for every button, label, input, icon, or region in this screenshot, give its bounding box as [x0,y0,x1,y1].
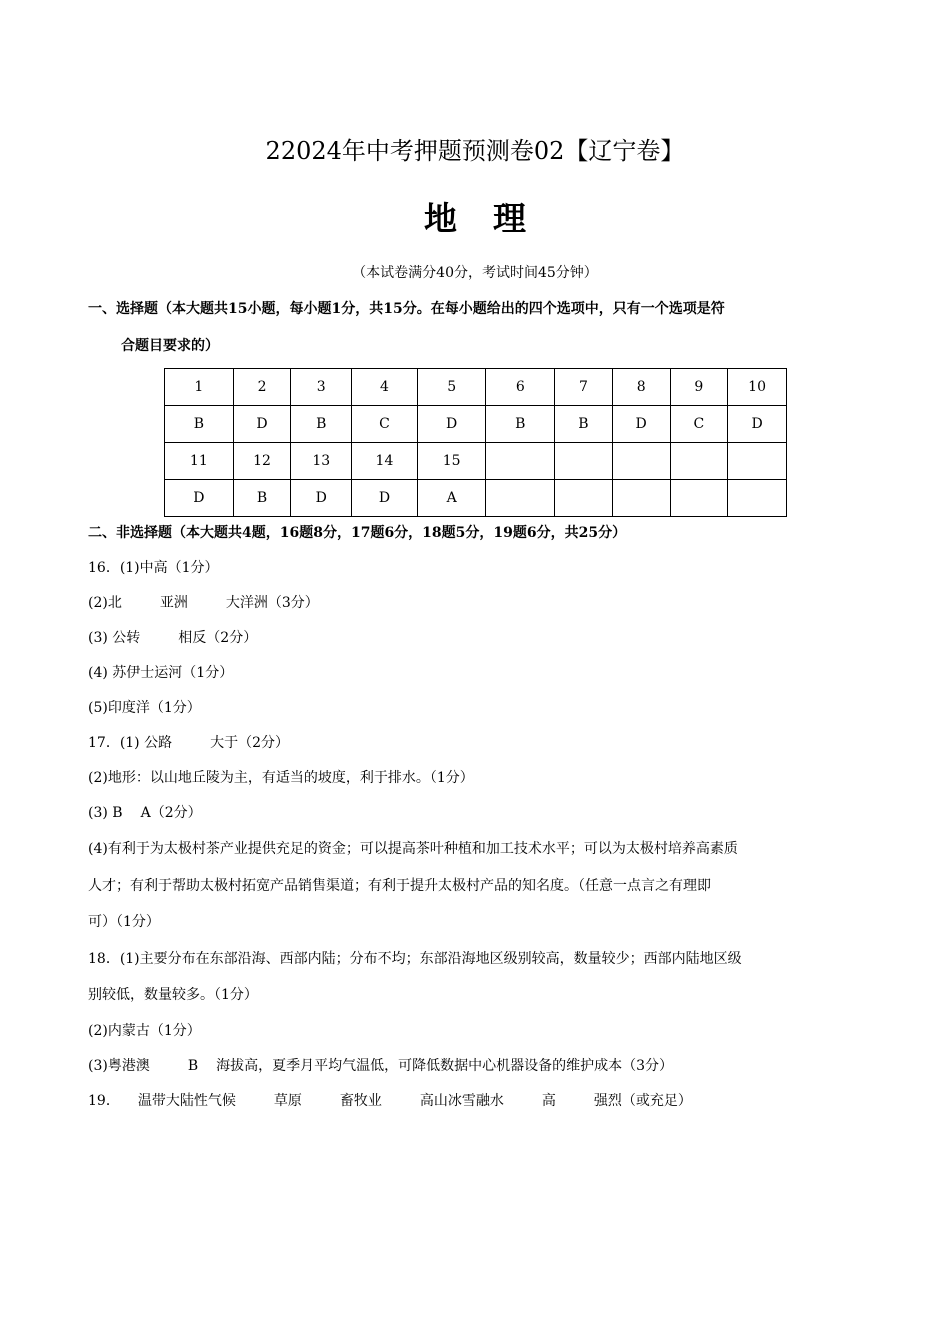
section1-heading: 一、选择题（本大题共15小题，每小题1分，共15分。在每小题给出的四个选项中，只有一个选项是符 [88,301,725,317]
table-cell: D [728,406,787,443]
table-row [165,369,787,406]
table-cell: 8 [612,369,670,406]
q18-line2: 别较低，数量较多。（1分） [88,987,258,1003]
table-cell: A [417,480,486,517]
table-cell: B [291,406,352,443]
answer-text: 温带大陆性气候 [137,1093,236,1109]
table-row [165,443,787,480]
q19-line1 [88,1090,692,1112]
q16-line5: (5)印度洋（1分） [88,700,201,716]
q17-line6: 可）（1分） [88,914,160,930]
q17-line5: 人才；有利于帮助太极村拓宽产品销售渠道；有利于提升太极村产品的知名度。（任意一点言之有理即 [88,878,711,894]
table-cell: 7 [555,369,613,406]
q16-line1: 16．(1)中高（1分） [88,560,219,576]
answer-text: 海拔高，夏季月平均气温低，可降低数据中心机器设备的维护成本（3分） [216,1058,674,1074]
answer-text: 高山冰雪融水 [419,1093,504,1109]
table-cell [486,443,555,480]
q18-line1: 18．(1)主要分布在东部沿海、西部内陆；分布不均；东部沿海地区级别较高，数量较少；西部内陆地区级 [88,951,742,967]
table-cell: 11 [165,443,234,480]
subject-title: 地理 [424,199,562,238]
table-cell: D [165,480,234,517]
table-cell: D [417,406,486,443]
table-cell: B [233,480,291,517]
answer-text: 17．(1) 公路 [88,735,173,751]
table-cell: C [670,406,728,443]
table-cell [612,443,670,480]
answer-text: 强烈（或充足） [593,1093,692,1109]
answer-text: 草原 [273,1093,302,1109]
answer-text: B [187,1058,199,1074]
q16-line4: (4) 苏伊士运河（1分） [88,665,234,681]
q17-line2: (2)地形：以山地丘陵为主，有适当的坡度，利于排水。（1分） [88,770,474,786]
table-cell: B [555,406,613,443]
q17-line3 [88,802,202,824]
table-row [165,406,787,443]
section2-heading: 二、非选择题（本大题共4题，16题8分，17题6分，18题5分，19题6分，共25分） [88,525,627,541]
table-cell: 12 [233,443,291,480]
exam-title: 22024年中考押题预测卷02【辽宁卷】 [265,137,685,165]
table-cell [555,443,613,480]
table-cell: 6 [486,369,555,406]
answer-text: (3) B [88,805,123,821]
table-cell [670,443,728,480]
answer-text: 大于（2分） [210,735,290,751]
table-row [165,480,787,517]
table-cell: 10 [728,369,787,406]
table-cell: 9 [670,369,728,406]
table-cell: 3 [291,369,352,406]
table-cell: 1 [165,369,234,406]
table-cell: D [233,406,291,443]
table-cell: 5 [417,369,486,406]
answer-text: 相反（2分） [178,630,258,646]
table-cell: 13 [291,443,352,480]
exam-note: （本试卷满分40分，考试时间45分钟） [352,265,598,281]
answer-text: A（2分） [140,805,202,821]
q16-line2 [88,592,319,614]
table-cell [612,480,670,517]
answer-text: 大洋洲（3分） [225,595,319,611]
table-cell: 2 [233,369,291,406]
table-cell [728,443,787,480]
answer-text: 畜牧业 [339,1093,382,1109]
answer-text: 高 [541,1093,556,1109]
q18-line3: (2)内蒙古（1分） [88,1023,201,1039]
answer-text: 亚洲 [159,595,188,611]
table-cell [670,480,728,517]
answer-text: (2)北 [88,595,122,611]
table-cell: D [352,480,418,517]
table-cell: D [612,406,670,443]
q17-line1 [88,732,289,754]
table-cell: B [165,406,234,443]
answer-text: (3)粤港澳 [88,1058,150,1074]
answer-text: (3) 公转 [88,630,141,646]
q18-line4 [88,1055,673,1077]
table-cell: 4 [352,369,418,406]
table-cell: D [291,480,352,517]
table-cell: 15 [417,443,486,480]
table-cell [486,480,555,517]
table-cell: 14 [352,443,418,480]
section1-heading-cont: 合题目要求的） [121,338,219,354]
table-cell: C [352,406,418,443]
table-cell [728,480,787,517]
question-number: 19． [88,1093,120,1109]
answer-table [164,368,787,517]
q16-line3 [88,627,257,649]
table-cell: B [486,406,555,443]
q17-line4: (4)有利于为太极村茶产业提供充足的资金；可以提高茶叶种植和加工技术水平；可以为太极村培养高素质 [88,841,738,857]
table-cell [555,480,613,517]
